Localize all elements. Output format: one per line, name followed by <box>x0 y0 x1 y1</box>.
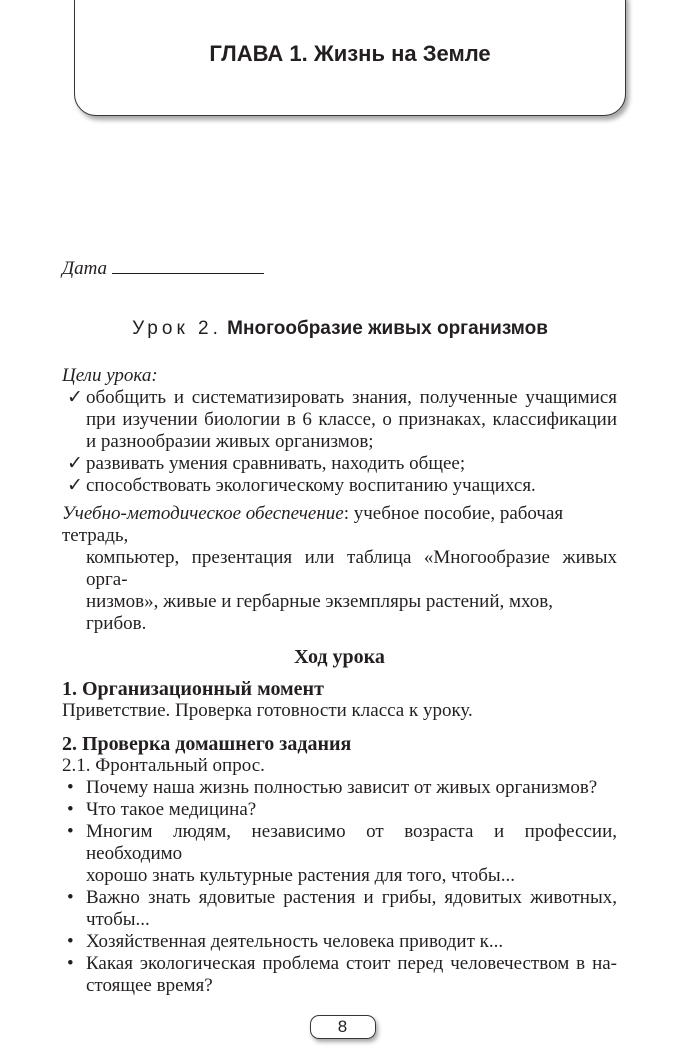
lesson-title: Многообразие живых организмов <box>227 318 548 339</box>
question-item-line <box>67 821 617 865</box>
date-blank-line <box>112 257 264 274</box>
section1-text: Приветствие. Проверка готовности класса к уроку. <box>62 700 473 721</box>
bullet-icon: • <box>67 887 74 908</box>
section2-sub: 2.1. Фронтальный опрос. <box>62 755 265 776</box>
goal-item-line <box>67 453 617 475</box>
date-field <box>62 257 617 280</box>
question-item-text: стоящее время? <box>86 975 213 996</box>
section2-title: 2. Проверка домашнего задания <box>62 733 352 755</box>
question-item-text: хорошо знать культурные растения для того, чтобы... <box>86 865 515 886</box>
support-label: Учебно-методическое обеспечение <box>62 503 344 524</box>
goal-item-text: способствовать экологическому воспитанию учащихся. <box>86 475 536 496</box>
question-item-line <box>86 865 617 887</box>
goal-item-text: и разнообразии живых организмов; <box>86 431 374 452</box>
goals-list <box>62 387 617 497</box>
lesson-heading <box>0 318 680 340</box>
question-item-text: Важно знать ядовитые растения и грибы, ядовитых животных, <box>86 887 617 908</box>
chapter-title: ГЛАВА 1. Жизнь на Земле <box>209 41 491 66</box>
lesson-number: Урок 2. <box>132 318 222 339</box>
bullet-icon: • <box>67 953 74 974</box>
question-item-line <box>67 799 617 821</box>
bullet-icon: • <box>67 821 74 842</box>
section1-title: 1. Организационный момент <box>62 678 324 700</box>
goal-item-text: при изучении биологии в 6 классе, о признаках, классификации <box>86 409 617 430</box>
bullet-icon: • <box>67 799 74 820</box>
bullet-icon: • <box>67 777 74 798</box>
support-text: : учебное пособие, рабочая тетрадь, <box>62 503 564 546</box>
course-heading: Ход урока <box>294 646 385 668</box>
goal-item-text: развивать умения сравнивать, находить общее; <box>86 453 466 474</box>
checkmark-icon: ✓ <box>67 475 83 496</box>
question-item-text: чтобы... <box>86 909 150 930</box>
questions-list <box>62 777 617 997</box>
goal-item-text: обобщить и систематизировать знания, полученные учащимися <box>86 387 617 408</box>
support-line-2: компьютер, презентация или таблица «Многообразие живых орга- <box>86 547 617 590</box>
support-line-1 <box>62 503 617 547</box>
question-item-line <box>67 953 617 975</box>
question-item-line <box>67 887 617 909</box>
question-item-text: Многим людям, независимо от возраста и профессии, необходимо <box>86 821 617 864</box>
goal-item-line <box>67 387 617 409</box>
goal-item-line <box>86 431 617 453</box>
question-item-text: Что такое медицина? <box>86 799 257 820</box>
page-number: 8 <box>310 1015 376 1039</box>
question-item-text: Какая экологическая проблема стоит перед человечеством в на- <box>86 953 617 974</box>
question-item-line <box>67 931 617 953</box>
support-line-3: низмов», живые и гербарные экземпляры растений, мхов, грибов. <box>86 591 554 634</box>
date-label: Дата <box>62 258 108 279</box>
question-item-text: Хозяйственная деятельность человека приводит к... <box>86 931 504 952</box>
goal-item-line <box>86 409 617 431</box>
checkmark-icon: ✓ <box>67 453 83 474</box>
goal-item-line <box>67 475 617 497</box>
question-item-line <box>86 975 617 997</box>
goals-label: Цели урока: <box>62 365 158 386</box>
checkmark-icon: ✓ <box>67 387 83 408</box>
page-body <box>62 0 617 1059</box>
question-item-line <box>67 777 617 799</box>
question-item-line <box>86 909 617 931</box>
goals-label-text: Цели урока <box>62 365 152 386</box>
question-item-text: Почему наша жизнь полностью зависит от живых организмов? <box>86 777 598 798</box>
bullet-icon: • <box>67 931 74 952</box>
